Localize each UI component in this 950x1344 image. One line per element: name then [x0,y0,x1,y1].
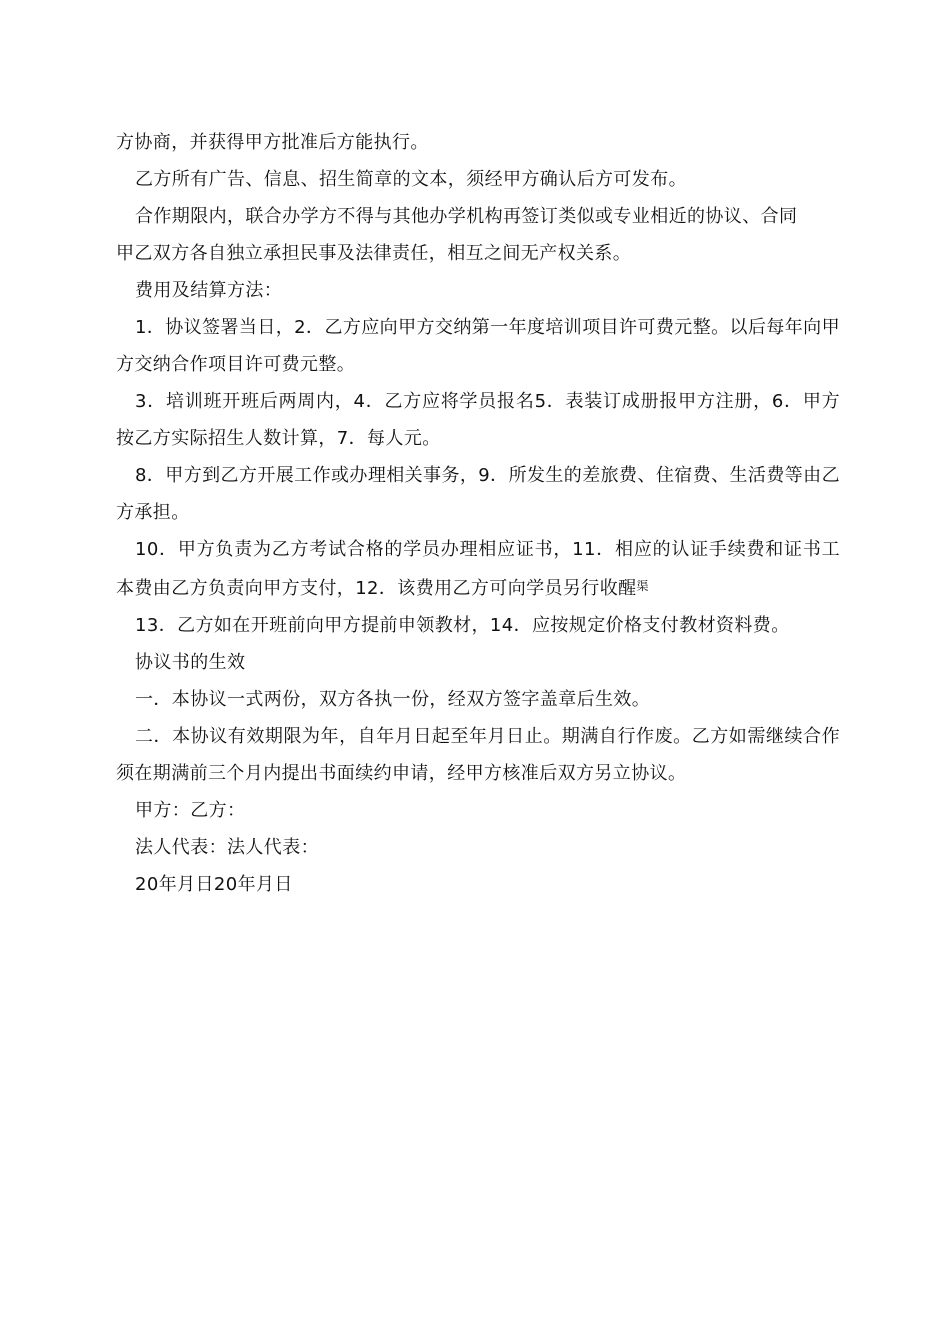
paragraph-fee-item-1: 1．协议签署当日，2．乙方应向甲方交纳第一年度培训项目许可费元整。以后每年向甲方交纳合作项目许可费元整。 [116,317,840,375]
signature-dates: 20年月日20年月日 [135,874,293,895]
paragraph-fee-item-3: 3．培训班开班后两周内，4．乙方应将学员报名5．表装订成册报甲方注册，6．甲方按乙方实际招生人数计算，7．每人元。 [116,391,840,449]
signature-parties: 甲方：乙方： [135,800,246,821]
paragraph-fee-item-10 [116,531,840,607]
paragraph-continuation: 方协商，并获得甲方批准后方能执行。 [116,132,429,153]
paragraph-fee-item-8: 8．甲方到乙方开展工作或办理相关事务，9．所发生的差旅费、住宿费、生活费等由乙方承担。 [116,465,840,523]
section-heading-effect: 协议书的生效 [135,652,246,673]
paragraph-advertising: 乙方所有广告、信息、招生简章的文本，须经甲方确认后方可发布。 [135,169,687,190]
stray-mark: 渠 [636,579,649,593]
paragraph-exclusivity: 合作期限内，联合办学方不得与其他办学机构再签订类似或专业相近的协议、合同 [135,206,798,227]
paragraph-effect-1: 一．本协议一式两份，双方各执一份，经双方签字盖章后生效。 [135,689,651,710]
document-body [116,124,840,903]
paragraph-liability: 甲乙双方各自独立承担民事及法律责任，相互之间无产权关系。 [116,243,632,264]
signature-representatives: 法人代表：法人代表： [135,837,319,858]
paragraph-effect-2: 二．本协议有效期限为年，自年月日起至年月日止。期满自行作废。乙方如需继续合作须在期满前三个月内提出书面续约申请，经甲方核准后双方另立协议。 [116,726,840,784]
section-heading-fees: 费用及结算方法： [135,280,283,301]
paragraph-fee-item-13: 13．乙方如在开班前向甲方提前申领教材，14．应按规定价格支付教材资料费。 [135,615,790,636]
paragraph-fee-item-10-text: 10．甲方负责为乙方考试合格的学员办理相应证书，11．相应的认证手续费和证书工本费由乙方负责向甲方支付，12．该费用乙方可向学员另行收醒 [116,539,840,599]
